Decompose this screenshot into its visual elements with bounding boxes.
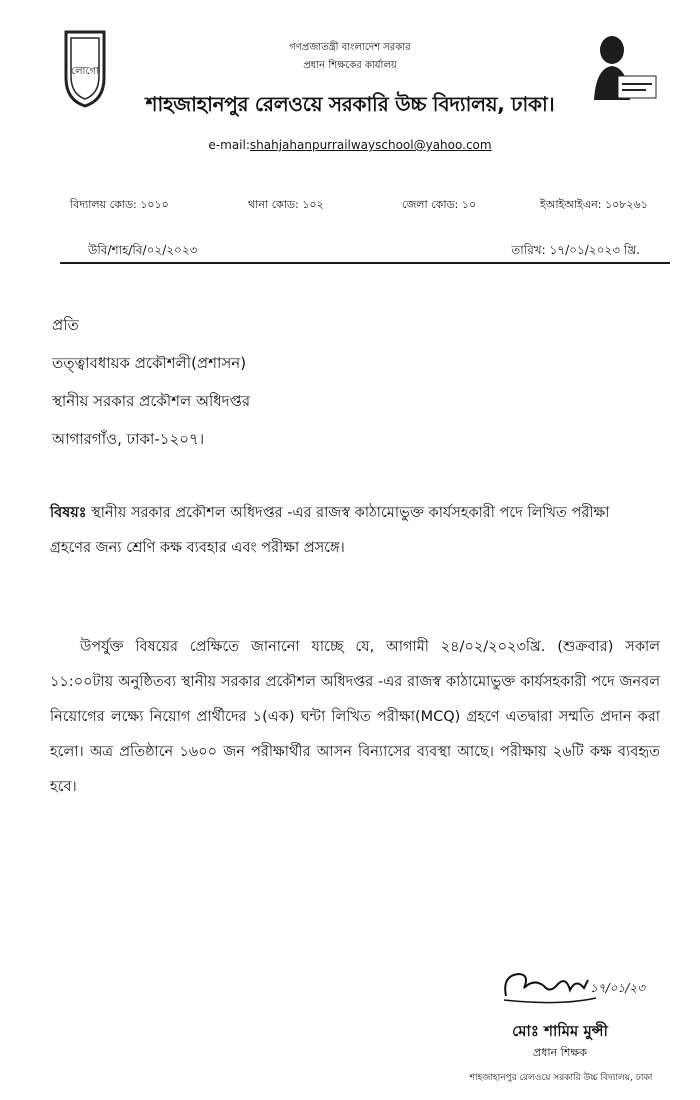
subject-line — [50, 496, 650, 566]
signatory-title: প্রধান শিক্ষক — [533, 1046, 587, 1059]
recipient-department: স্থানীয় সরকার প্রকৌশল অধিদপ্তর — [52, 392, 251, 410]
body-paragraph: উপর্যুক্ত বিষয়ের প্রেক্ষিতে জানানো যাচ্ছে যে, আগামী ২৪/০২/২০২৩খ্রি. (শুক্রবার) সকাল ১১:০০টায় অনুষ্ঠিতব্য স্থানীয় সরকার প্রকৌশল অধিদপ্তর -এর রাজস্ব কাঠামোভুক্ত কার্যসহকারী পদে জনবল নিয়োগের লক্ষ্যে নিয়োগ প্রার্থীদের ১(এক) ঘন্টা লিখিত পরীক্ষা(MCQ) গ্রহণে এতদ্বারা সম্মতি প্রদান করা হলো। অত্র প্রতিষ্ঠানে ১৬০০ জন পরীক্ষার্থীর আসন বিন্যাসের ব্যবস্থা আছে। পরীক্ষায় ২৬টি কক্ষ ব্যবহৃত হবে। — [50, 639, 660, 795]
recipient-address: আগারগাঁও, ঢাকা-১২০৭। — [52, 430, 205, 448]
school-code: বিদ্যালয় কোড: ১০১০ — [70, 198, 169, 211]
recipient-to: প্রতি — [52, 316, 79, 334]
signature-date: ১৭/০১/২৩ — [590, 981, 645, 995]
eiin-code: ইআইআইএন: ১০৮২৬১ — [540, 198, 648, 211]
subject-text: স্থানীয় সরকার প্রকৌশল অধিদপ্তর -এর রাজস্ব কাঠামোভুক্ত কার্যসহকারী পদে লিখিত পরীক্ষা গ্রহণের জন্য শ্রেণি কক্ষ ব্যবহার এবং পরীক্ষা প্রসঙ্গে। — [50, 505, 610, 556]
school-name: শাহজাহানপুর রেলওয়ে সরকারি উচ্চ বিদ্যালয়, ঢাকা। — [145, 92, 555, 116]
government-name: গণপ্রজাতন্ত্রী বাংলাদেশ সরকার — [289, 42, 411, 53]
recipient-designation: তত্ত্বাবধায়ক প্রকৌশলী(প্রশাসন) — [52, 354, 247, 372]
subject-label: বিষয়ঃ — [50, 505, 87, 521]
email-label: e-mail: — [208, 138, 250, 152]
office-name: প্রধান শিক্ষকের কার্যালয় — [303, 60, 397, 71]
signatory-school: শাহজাহানপুর রেলওয়ে সরকারি উচ্চ বিদ্যালয়, ঢাকা — [469, 1073, 653, 1083]
memo-number: উবি/শাহ/বি/০২/২০২৩ — [88, 243, 198, 257]
portrait-emblem — [584, 28, 660, 108]
district-code: জেলা কোড: ১০ — [402, 198, 477, 211]
letter-date: তারিখ: ১৭/০১/২০২৩ খ্রি. — [511, 243, 640, 257]
header-divider — [60, 262, 670, 264]
thana-code: থানা কোড: ১০২ — [248, 198, 324, 211]
email-line — [0, 138, 700, 152]
logo-text: লোগো — [71, 66, 99, 77]
email-address[interactable]: shahjahanpurrailwayschool@yahoo.com — [249, 138, 492, 152]
signatory-name: মোঃ শামিম মুন্সী — [512, 1022, 608, 1040]
